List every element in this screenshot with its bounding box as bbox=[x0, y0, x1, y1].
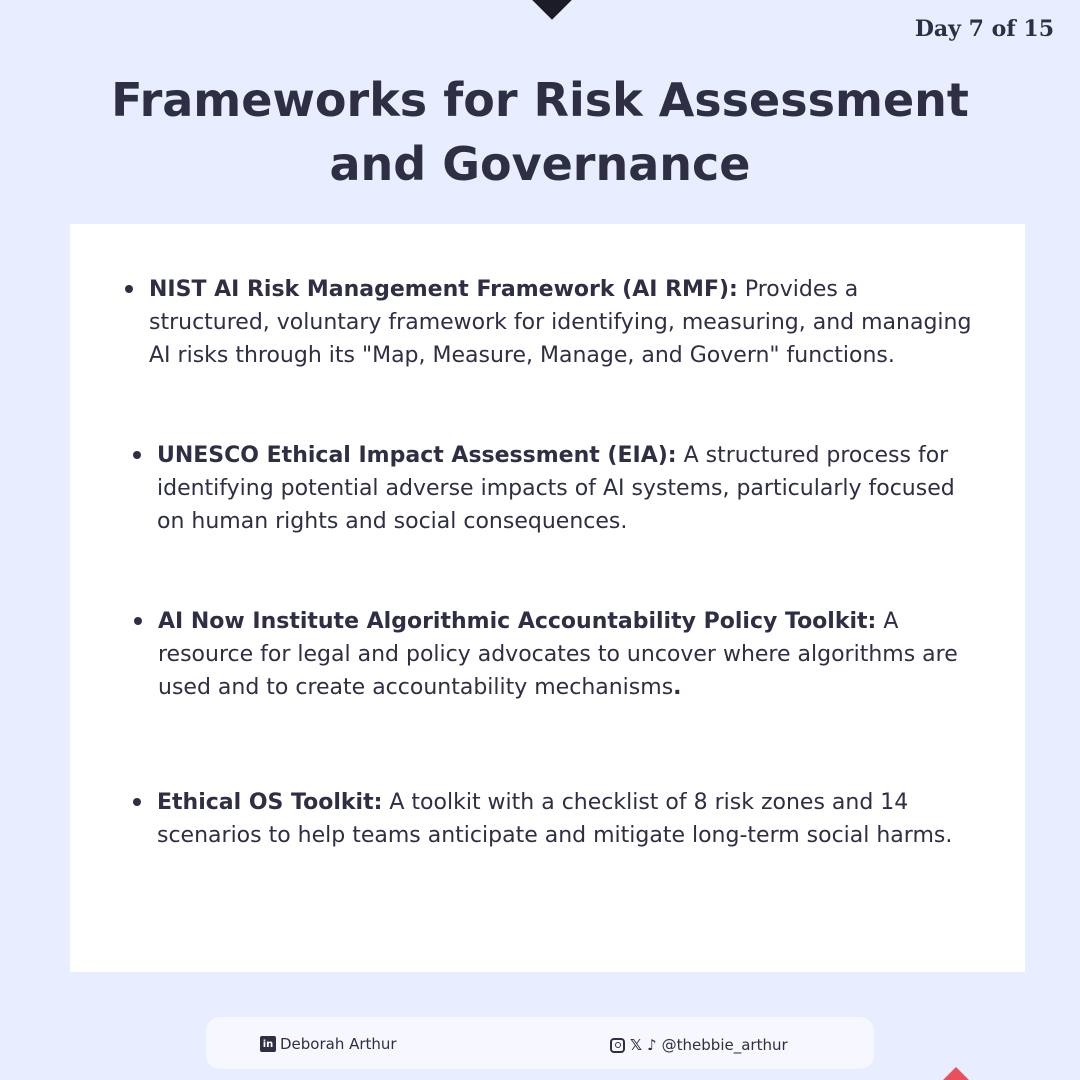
item-title: NIST AI Risk Management Framework (AI RMF): bbox=[149, 277, 738, 302]
title-line-1: Frameworks for Risk Assessment bbox=[111, 73, 969, 127]
x-icon: 𝕏 bbox=[630, 1035, 643, 1054]
footer-bar bbox=[206, 1017, 874, 1069]
social-handle: @thebbie_arthur bbox=[661, 1036, 788, 1054]
bullet-icon bbox=[134, 617, 142, 625]
linkedin-icon: in bbox=[260, 1036, 276, 1052]
bullet-icon bbox=[133, 798, 141, 806]
list-item bbox=[149, 273, 979, 372]
list-item bbox=[158, 605, 980, 704]
item-description: A resource for legal and policy advocates to uncover where algorithms are used and to create accountability mechanisms bbox=[158, 609, 958, 700]
day-progress-label: Day 7 of 15 bbox=[914, 16, 1054, 42]
list-item bbox=[157, 439, 977, 538]
top-diamond-marker bbox=[532, 0, 572, 20]
item-description: Provides a structured, voluntary framework for identifying, measuring, and managing AI risks through its "Map, Measure, Manage, and Govern" functions. bbox=[149, 277, 972, 368]
corner-diamond-marker bbox=[939, 1067, 973, 1080]
title-line-2: and Governance bbox=[329, 137, 751, 191]
bullet-icon bbox=[133, 451, 141, 459]
linkedin-link[interactable] bbox=[260, 1035, 397, 1053]
item-description: A toolkit with a checklist of 8 risk zones and 14 scenarios to help teams anticipate and mitigate long-term social harms. bbox=[157, 790, 953, 848]
content-card bbox=[70, 224, 1025, 972]
social-handle-link[interactable] bbox=[610, 1036, 788, 1054]
tiktok-icon: ♪ bbox=[647, 1035, 657, 1054]
list-item bbox=[157, 786, 977, 852]
item-trailing-period: . bbox=[673, 675, 682, 700]
page-title bbox=[0, 68, 1080, 196]
item-title: UNESCO Ethical Impact Assessment (EIA): bbox=[157, 443, 677, 468]
bullet-icon bbox=[125, 285, 133, 293]
linkedin-name: Deborah Arthur bbox=[280, 1035, 397, 1053]
item-description: A structured process for identifying potential adverse impacts of AI systems, particularly focused on human rights and social consequences. bbox=[157, 443, 955, 534]
instagram-icon bbox=[610, 1038, 625, 1053]
item-title: AI Now Institute Algorithmic Accountability Policy Toolkit: bbox=[158, 609, 877, 634]
item-title: Ethical OS Toolkit: bbox=[157, 790, 383, 815]
